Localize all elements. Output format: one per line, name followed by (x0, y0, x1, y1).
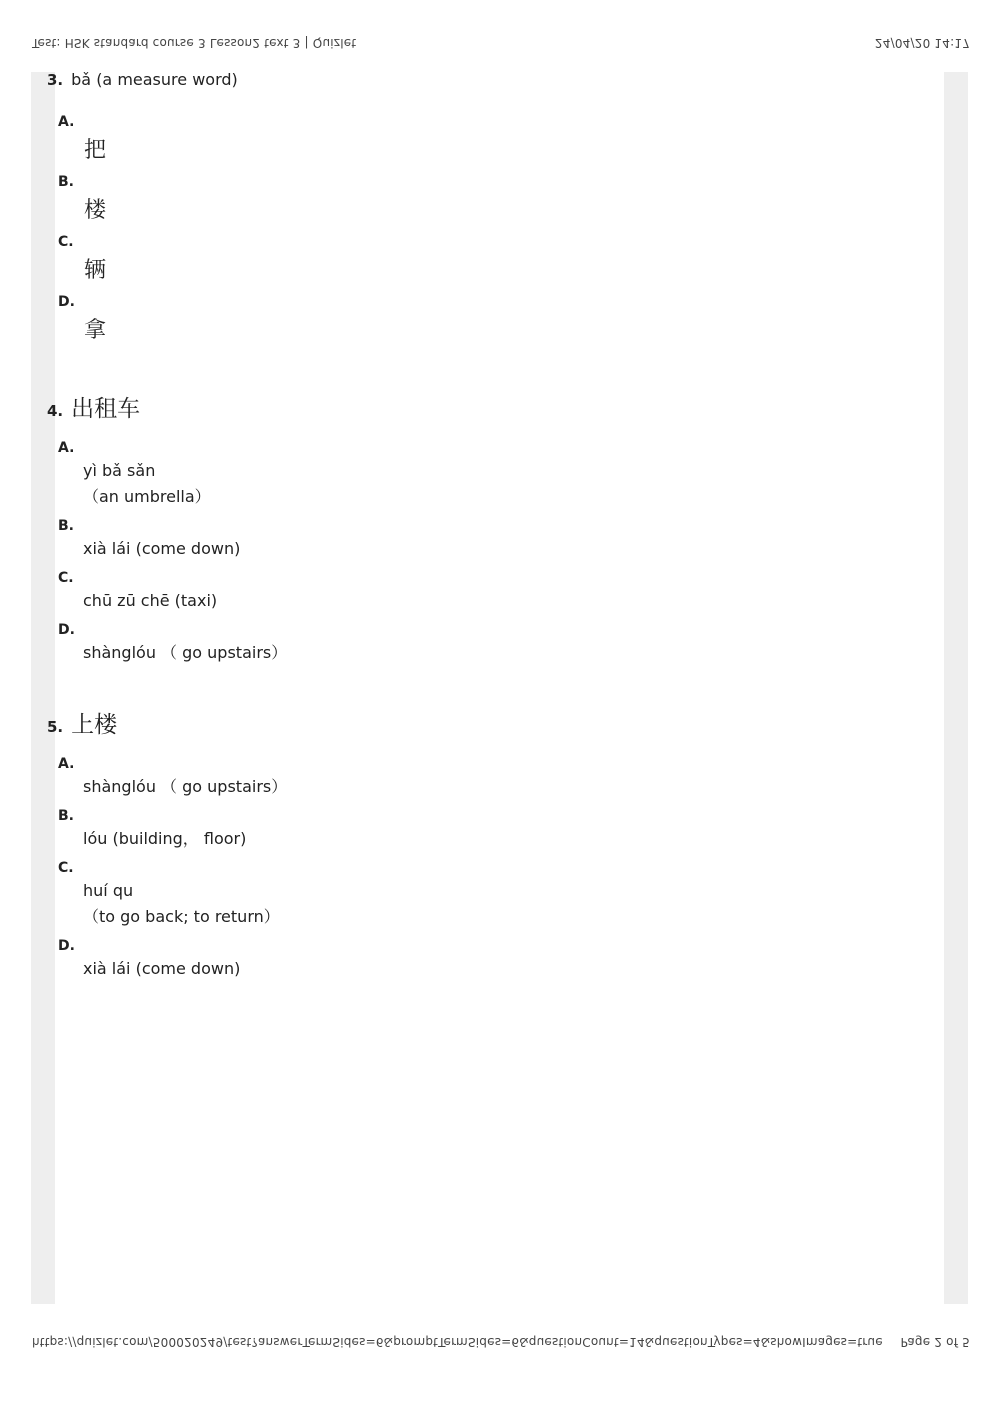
question-header (47, 70, 927, 98)
question-3 (47, 70, 927, 346)
answer-option[interactable] (58, 114, 927, 166)
option-letter: A. (58, 114, 75, 130)
option-letter: B. (58, 174, 74, 190)
option-letter: D. (58, 622, 75, 638)
option-text: xià lái (come down) (83, 539, 241, 558)
option-text: shànglóu （ go upstairs） (83, 643, 288, 662)
option-text: 辆 (84, 258, 107, 283)
option-text: 楼 (84, 198, 107, 223)
answer-option[interactable] (58, 174, 927, 226)
answer-option[interactable] (58, 294, 927, 346)
answer-option[interactable] (58, 622, 927, 666)
question-number: 5. (47, 718, 64, 736)
option-text: chū zū chē (taxi) (83, 591, 218, 610)
answer-option[interactable] (58, 440, 927, 510)
option-text: 把 (84, 138, 107, 163)
option-text: shànglóu （ go upstairs） (83, 777, 288, 796)
option-letter: C. (58, 234, 74, 250)
answer-option[interactable] (58, 756, 927, 800)
option-letter: B. (58, 518, 74, 534)
answer-option[interactable] (58, 808, 927, 852)
option-letter: A. (58, 756, 75, 772)
page-header-datetime: 24/04/20 14:17 (874, 36, 970, 50)
question-number: 4. (47, 402, 64, 420)
question-prompt: bǎ (a measure word) (71, 70, 238, 89)
option-letter: D. (58, 938, 75, 954)
option-text: xià lái (come down) (83, 959, 241, 978)
answer-option[interactable] (58, 570, 927, 614)
question-prompt: 出租车 (71, 396, 141, 422)
answer-option[interactable] (58, 938, 927, 982)
answer-option[interactable] (58, 860, 927, 930)
right-margin-bar (944, 72, 968, 1304)
page-footer-page-number: Page 2 of 5 (900, 1335, 970, 1349)
answer-option[interactable] (58, 234, 927, 286)
question-number: 3. (47, 71, 64, 89)
question-header (47, 706, 927, 740)
question-4 (47, 390, 927, 666)
page-header-title: Test: HSK standard course 3 Lesson2 text 3 | Quizlet (32, 36, 357, 50)
question-5 (47, 706, 927, 982)
option-letter: A. (58, 440, 75, 456)
question-header (47, 390, 927, 424)
option-letter: C. (58, 860, 74, 876)
option-text: 拿 (84, 318, 107, 343)
quiz-content (47, 70, 927, 982)
option-letter: D. (58, 294, 75, 310)
option-text: lóu (building， floor) (83, 829, 247, 848)
option-text: huí qu （to go back; to return） (83, 881, 280, 926)
option-letter: B. (58, 808, 74, 824)
page-footer-url: https://quizlet.com/500020249/test?answerTermSides=6&promptTermSides=6&questionCount=14&questionTypes=4&showImages=true (32, 1335, 883, 1349)
option-letter: C. (58, 570, 74, 586)
option-text: yì bǎ sǎn （an umbrella） (83, 461, 211, 506)
question-prompt: 上楼 (71, 712, 118, 738)
answer-option[interactable] (58, 518, 927, 562)
